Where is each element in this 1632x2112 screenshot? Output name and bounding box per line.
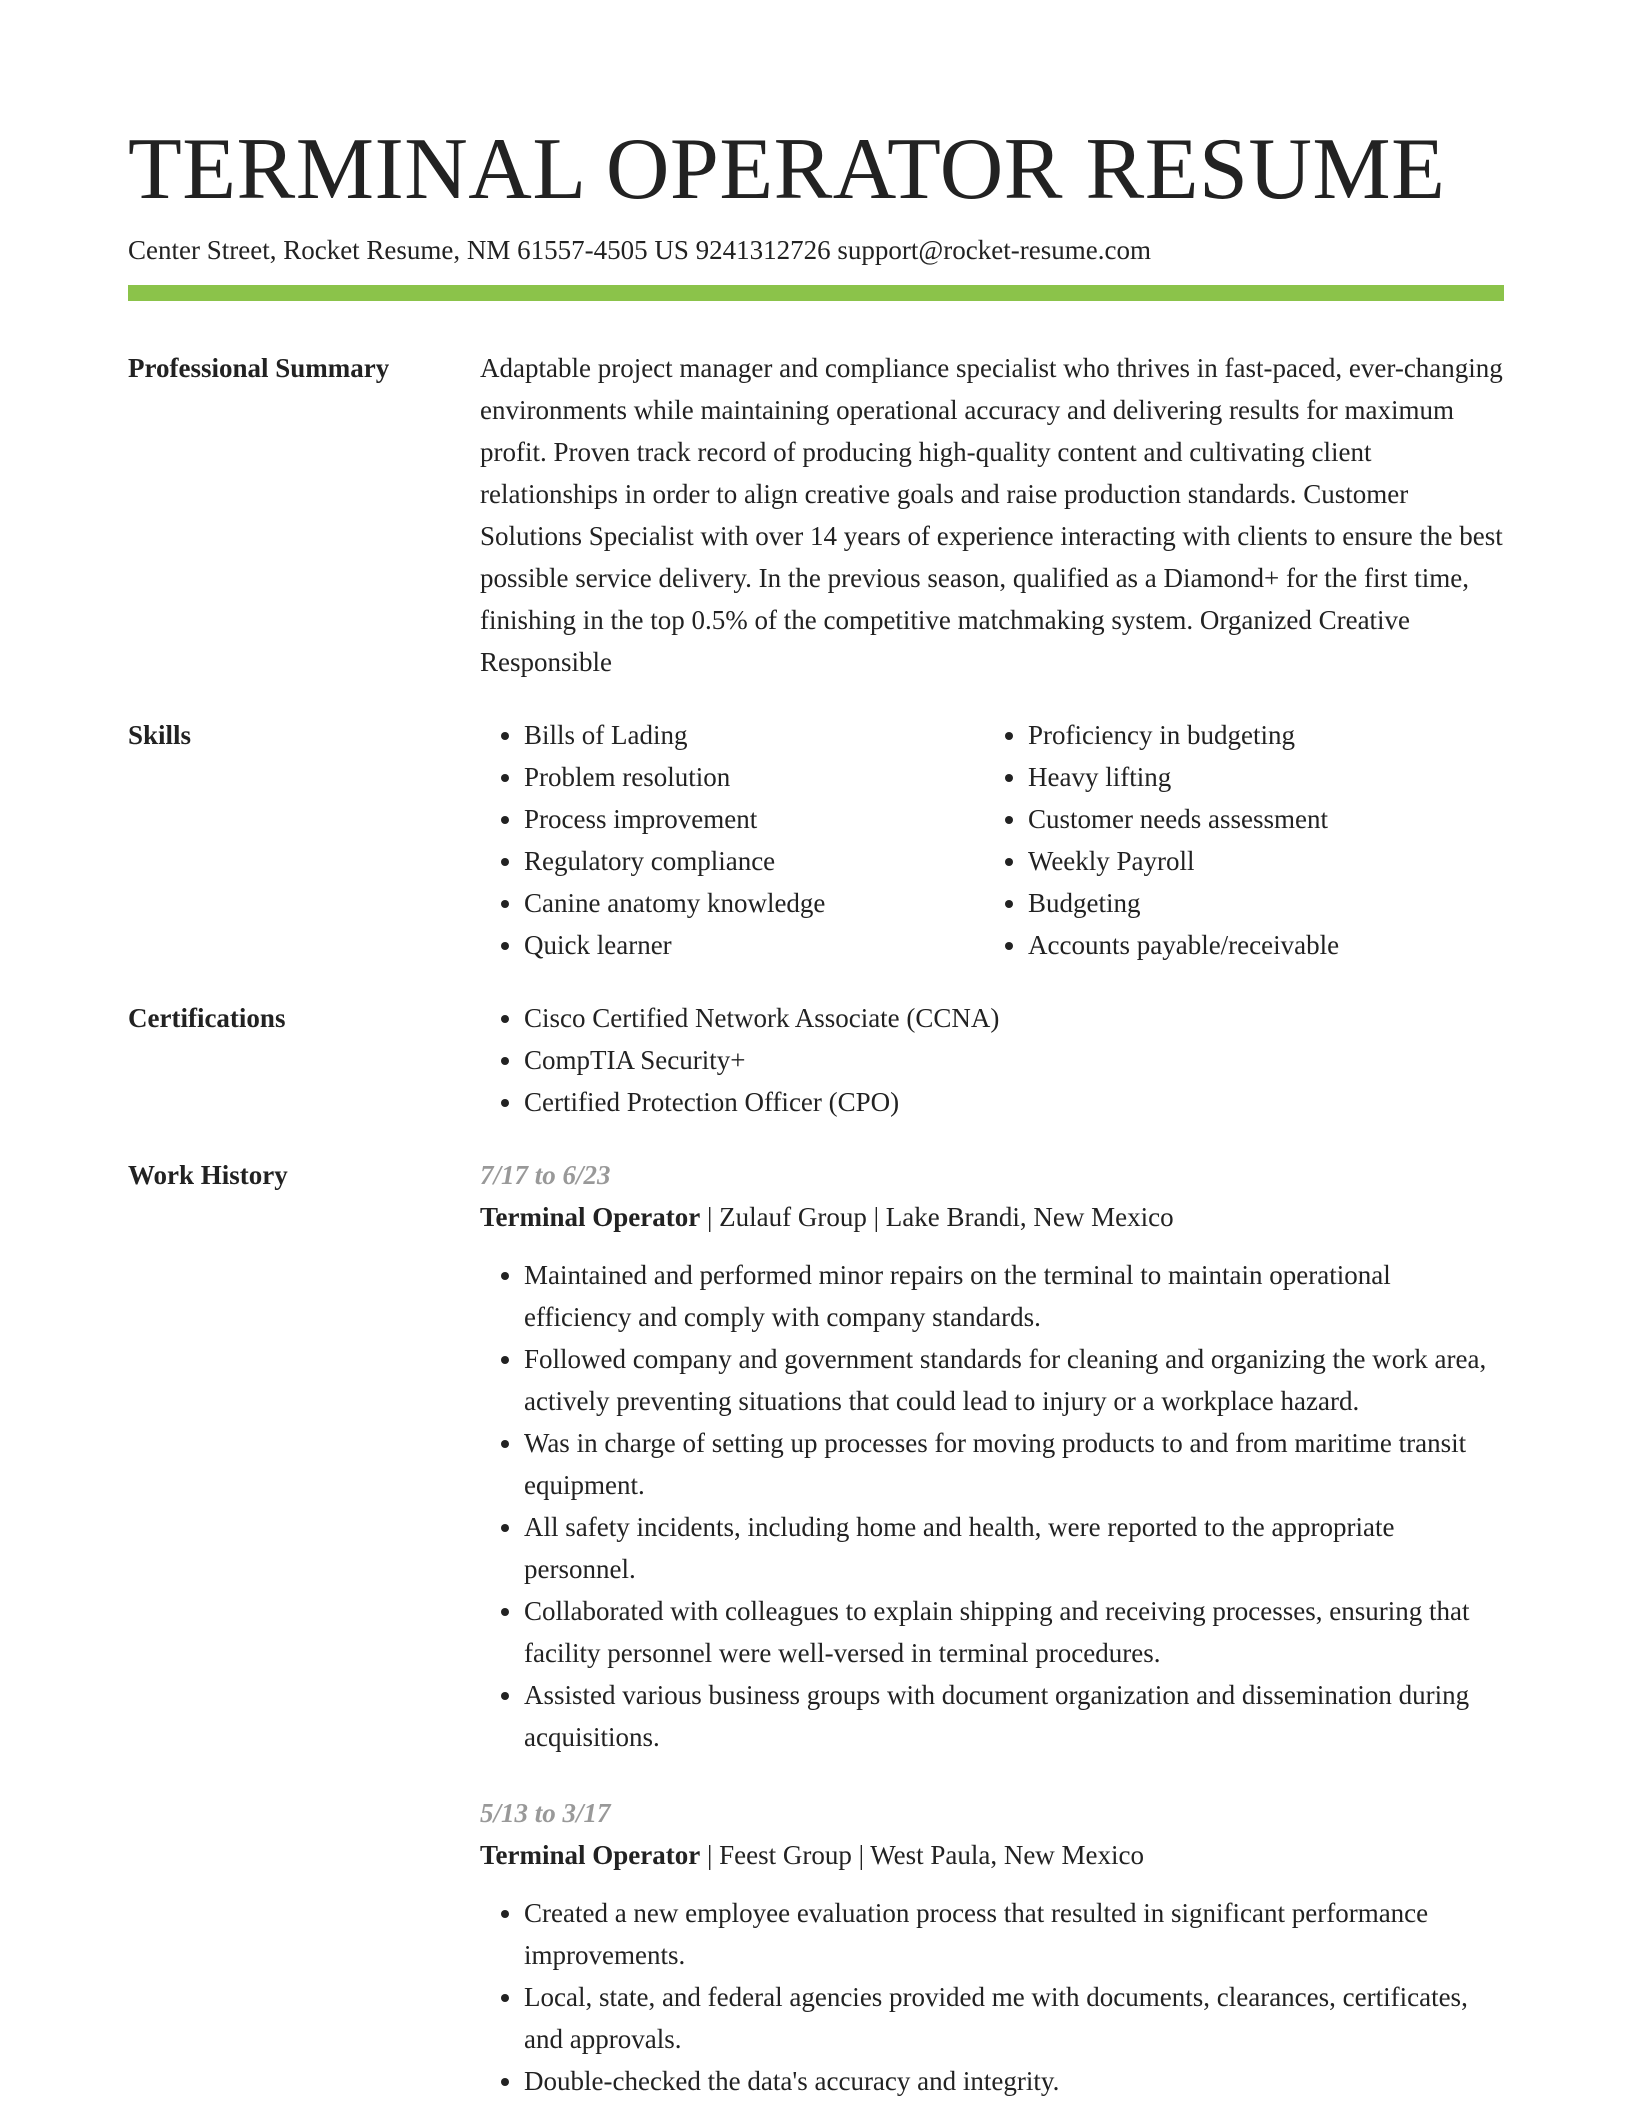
skill-item: • Accounts payable/receivable xyxy=(1028,924,1504,966)
skill-item: • Proficiency in budgeting xyxy=(1028,714,1504,756)
job-bullet: • Collaborated with colleagues to explain shipping and receiving processes, ensuring that facility personnel were well-versed in terminal procedures. xyxy=(524,1590,1504,1674)
job-bullet: • All safety incidents, including home and health, were reported to the appropriate personnel. xyxy=(524,1506,1504,1590)
certification-item: • Cisco Certified Network Associate (CCNA) xyxy=(524,997,1504,1039)
work-history-section xyxy=(128,1154,1504,2102)
job-bullet: • Maintained and performed minor repairs on the terminal to maintain operational efficiency and comply with company standards. xyxy=(524,1254,1504,1338)
job-entry xyxy=(480,1792,1504,2102)
header-divider xyxy=(128,285,1504,301)
resume-page xyxy=(128,0,1504,2102)
job-bullet: • Was in charge of setting up processes for moving products to and from maritime transit equipment. xyxy=(524,1422,1504,1506)
skill-item: • Customer needs assessment xyxy=(1028,798,1504,840)
skills-list-left xyxy=(480,714,984,966)
job-role: Terminal Operator xyxy=(480,1840,701,1870)
job-bullets xyxy=(480,1892,1504,2102)
certifications-label: Certifications xyxy=(128,1003,286,1033)
resume-title: TERMINAL OPERATOR RESUME xyxy=(128,121,1446,218)
job-details: | Feest Group | West Paula, New Mexico xyxy=(700,1840,1145,1870)
skill-item: • Problem resolution xyxy=(524,756,984,798)
job-heading xyxy=(480,1196,1504,1238)
summary-section xyxy=(128,347,1504,683)
skill-item: • Weekly Payroll xyxy=(1028,840,1504,882)
certification-item: • CompTIA Security+ xyxy=(524,1039,1504,1081)
certification-item: • Certified Protection Officer (CPO) xyxy=(524,1081,1504,1123)
job-heading xyxy=(480,1834,1504,1876)
summary-text: Adaptable project manager and compliance specialist who thrives in fast-paced, ever-changing environments while maintaining operational accuracy and delivering results for maximum profit. Proven track record of producing high-quality content and cultivating client relationships in order to align creative goals and raise production standards. Customer Solutions Specialist with over 14 years of experience interacting with clients to ensure the best possible service delivery. In the previous season, qualified as a Diamond+ for the first time, finishing in the top 0.5% of the competitive matchmaking system. Organized Creative Responsible xyxy=(480,353,1503,677)
job-role: Terminal Operator xyxy=(480,1202,701,1232)
job-bullet: • Created a new employee evaluation process that resulted in significant performance improvements. xyxy=(524,1892,1504,1976)
skill-item: • Budgeting xyxy=(1028,882,1504,924)
certifications-section xyxy=(128,997,1504,1123)
skill-item: • Heavy lifting xyxy=(1028,756,1504,798)
job-bullet: • Local, state, and federal agencies provided me with documents, clearances, certificates, and approvals. xyxy=(524,1976,1504,2060)
job-bullets xyxy=(480,1254,1504,1758)
job-bullet: • Double-checked the data's accuracy and integrity. xyxy=(524,2060,1504,2102)
job-bullet: • Assisted various business groups with document organization and dissemination during acquisitions. xyxy=(524,1674,1504,1758)
skill-item: • Bills of Lading xyxy=(524,714,984,756)
skills-label: Skills xyxy=(128,720,192,750)
job-details: | Zulauf Group | Lake Brandi, New Mexico xyxy=(700,1202,1174,1232)
skill-item: • Quick learner xyxy=(524,924,984,966)
work-history-label: Work History xyxy=(128,1160,288,1190)
job-dates: 5/13 to 3/17 xyxy=(480,1798,611,1828)
job-dates: 7/17 to 6/23 xyxy=(480,1160,611,1190)
contact-line: Center Street, Rocket Resume, NM 61557-4505 US 9241312726 support@rocket-resume.com xyxy=(128,235,1151,265)
skill-item: • Process improvement xyxy=(524,798,984,840)
skill-item: • Regulatory compliance xyxy=(524,840,984,882)
skill-item: • Canine anatomy knowledge xyxy=(524,882,984,924)
skills-list-right xyxy=(984,714,1504,966)
certifications-list xyxy=(480,997,1504,1123)
skills-section xyxy=(128,714,1504,966)
job-entry xyxy=(480,1154,1504,1758)
job-bullet: • Followed company and government standards for cleaning and organizing the work area, actively preventing situations that could lead to injury or a workplace hazard. xyxy=(524,1338,1504,1422)
summary-label: Professional Summary xyxy=(128,353,390,383)
